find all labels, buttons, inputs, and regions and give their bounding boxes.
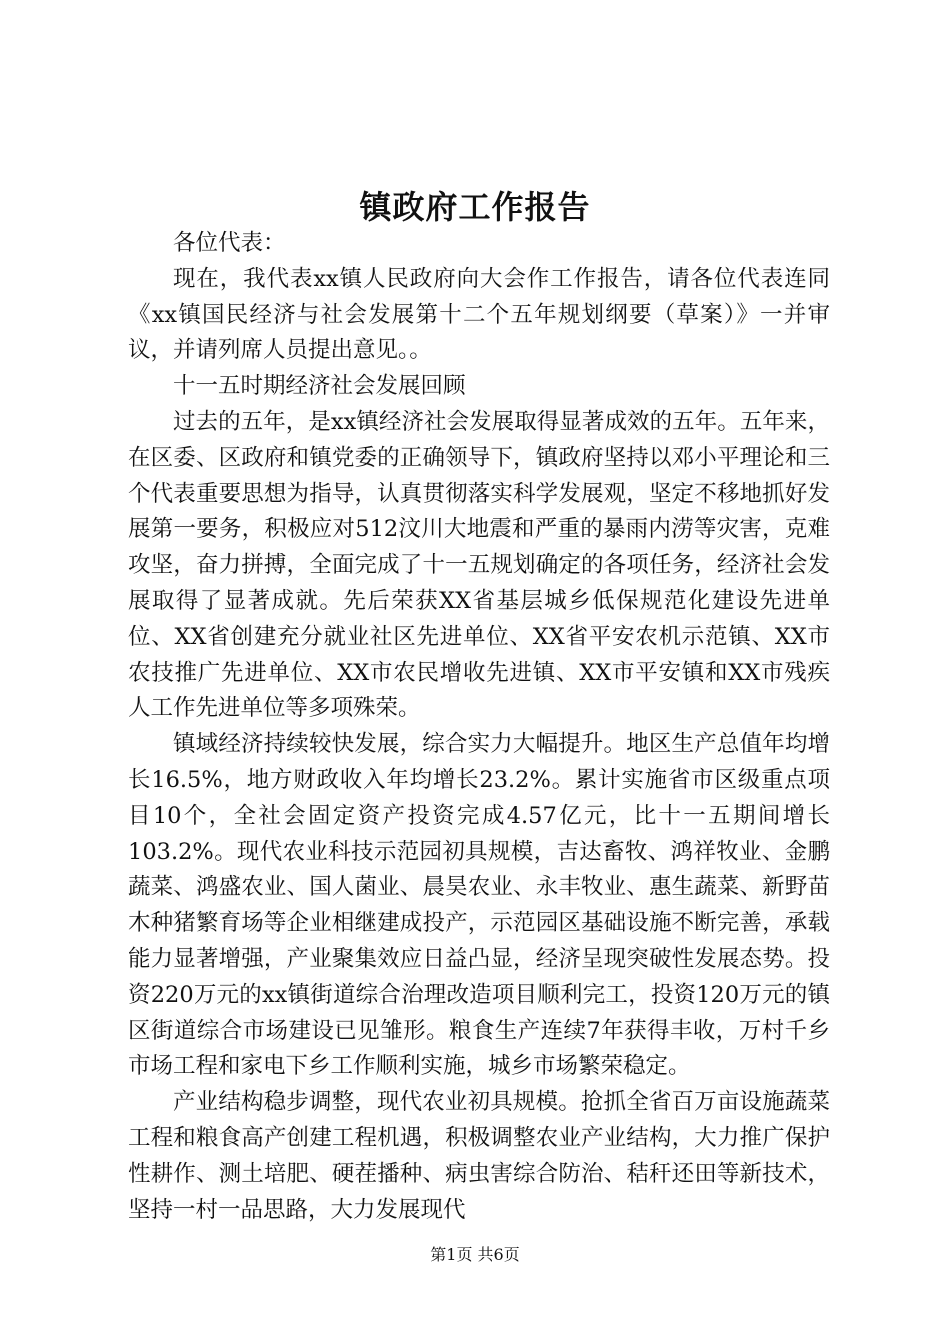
intro-paragraph: 现在，我代表xx镇人民政府向大会作工作报告，请各位代表连同《xx镇国民经济与社会发展第十二个五年规划纲要（草案）》一并审议，并请列席人员提出意见。。 — [128, 265, 830, 364]
economy-paragraph: 镇域经济持续较快发展，综合实力大幅提升。地区生产总值年均增长16.5%，地方财政收入年均增长23.2%。累计实施省市区级重点项目10个，全社会固定资产投资完成4.57亿元，比十一五期间增长103.2%。现代农业科技示范园初具规模，吉达畜牧、鸿祥牧业、金鹏蔬菜、鸿盛农业、国人菌业、晨昊农业、永丰牧业、惠生蔬菜、新野苗木种猪繁育场等企业相继建成投产，示范园区基础设施不断完善，承载能力显著增强，产业聚集效应日益凸显，经济呈现突破性发展态势。投资220万元的xx镇街道综合治理改造项目顺利完工，投资120万元的镇区街道综合市场建设已见雏形。粮食生产连续7年获得丰收，万村千乡市场工程和家电下乡工作顺利实施，城乡市场繁荣稳定。 — [128, 731, 830, 1080]
industry-paragraph: 产业结构稳步调整，现代农业初具规模。抢抓全省百万亩设施蔬菜工程和粮食高产创建工程机遇，积极调整农业产业结构，大力推广保护性耕作、测土培肥、硬茬播种、病虫害综合防治、秸秆还田等新技术，坚持一村一品思路，大力发展现代 — [128, 1089, 830, 1223]
section-heading: 十一五时期经济社会发展回顾 — [173, 373, 466, 400]
document-body — [128, 226, 830, 1228]
review-paragraph: 过去的五年，是xx镇经济社会发展取得显著成效的五年。五年来，在区委、区政府和镇党委的正确领导下，镇政府坚持以邓小平理论和三个代表重要思想为指导，认真贯彻落实科学发展观，坚定不移地抓好发展第一要务，积极应对512汶川大地震和严重的暴雨内涝等灾害，克难攻坚，奋力拼搏，全面完成了十一五规划确定的各项任务，经济社会发展取得了显著成就。先后荣获XX省基层城乡低保规范化建设先进单位、XX省创建充分就业社区先进单位、XX省平安农机示范镇、XX市农技推广先进单位、XX市农民增收先进镇、XX市平安镇和XX市残疾人工作先进单位等多项殊荣。 — [128, 408, 830, 722]
document-title: 镇政府工作报告 — [359, 188, 591, 226]
page-footer: 第1页 共6页 — [430, 1245, 520, 1264]
salutation-paragraph: 各位代表： — [173, 230, 286, 256]
